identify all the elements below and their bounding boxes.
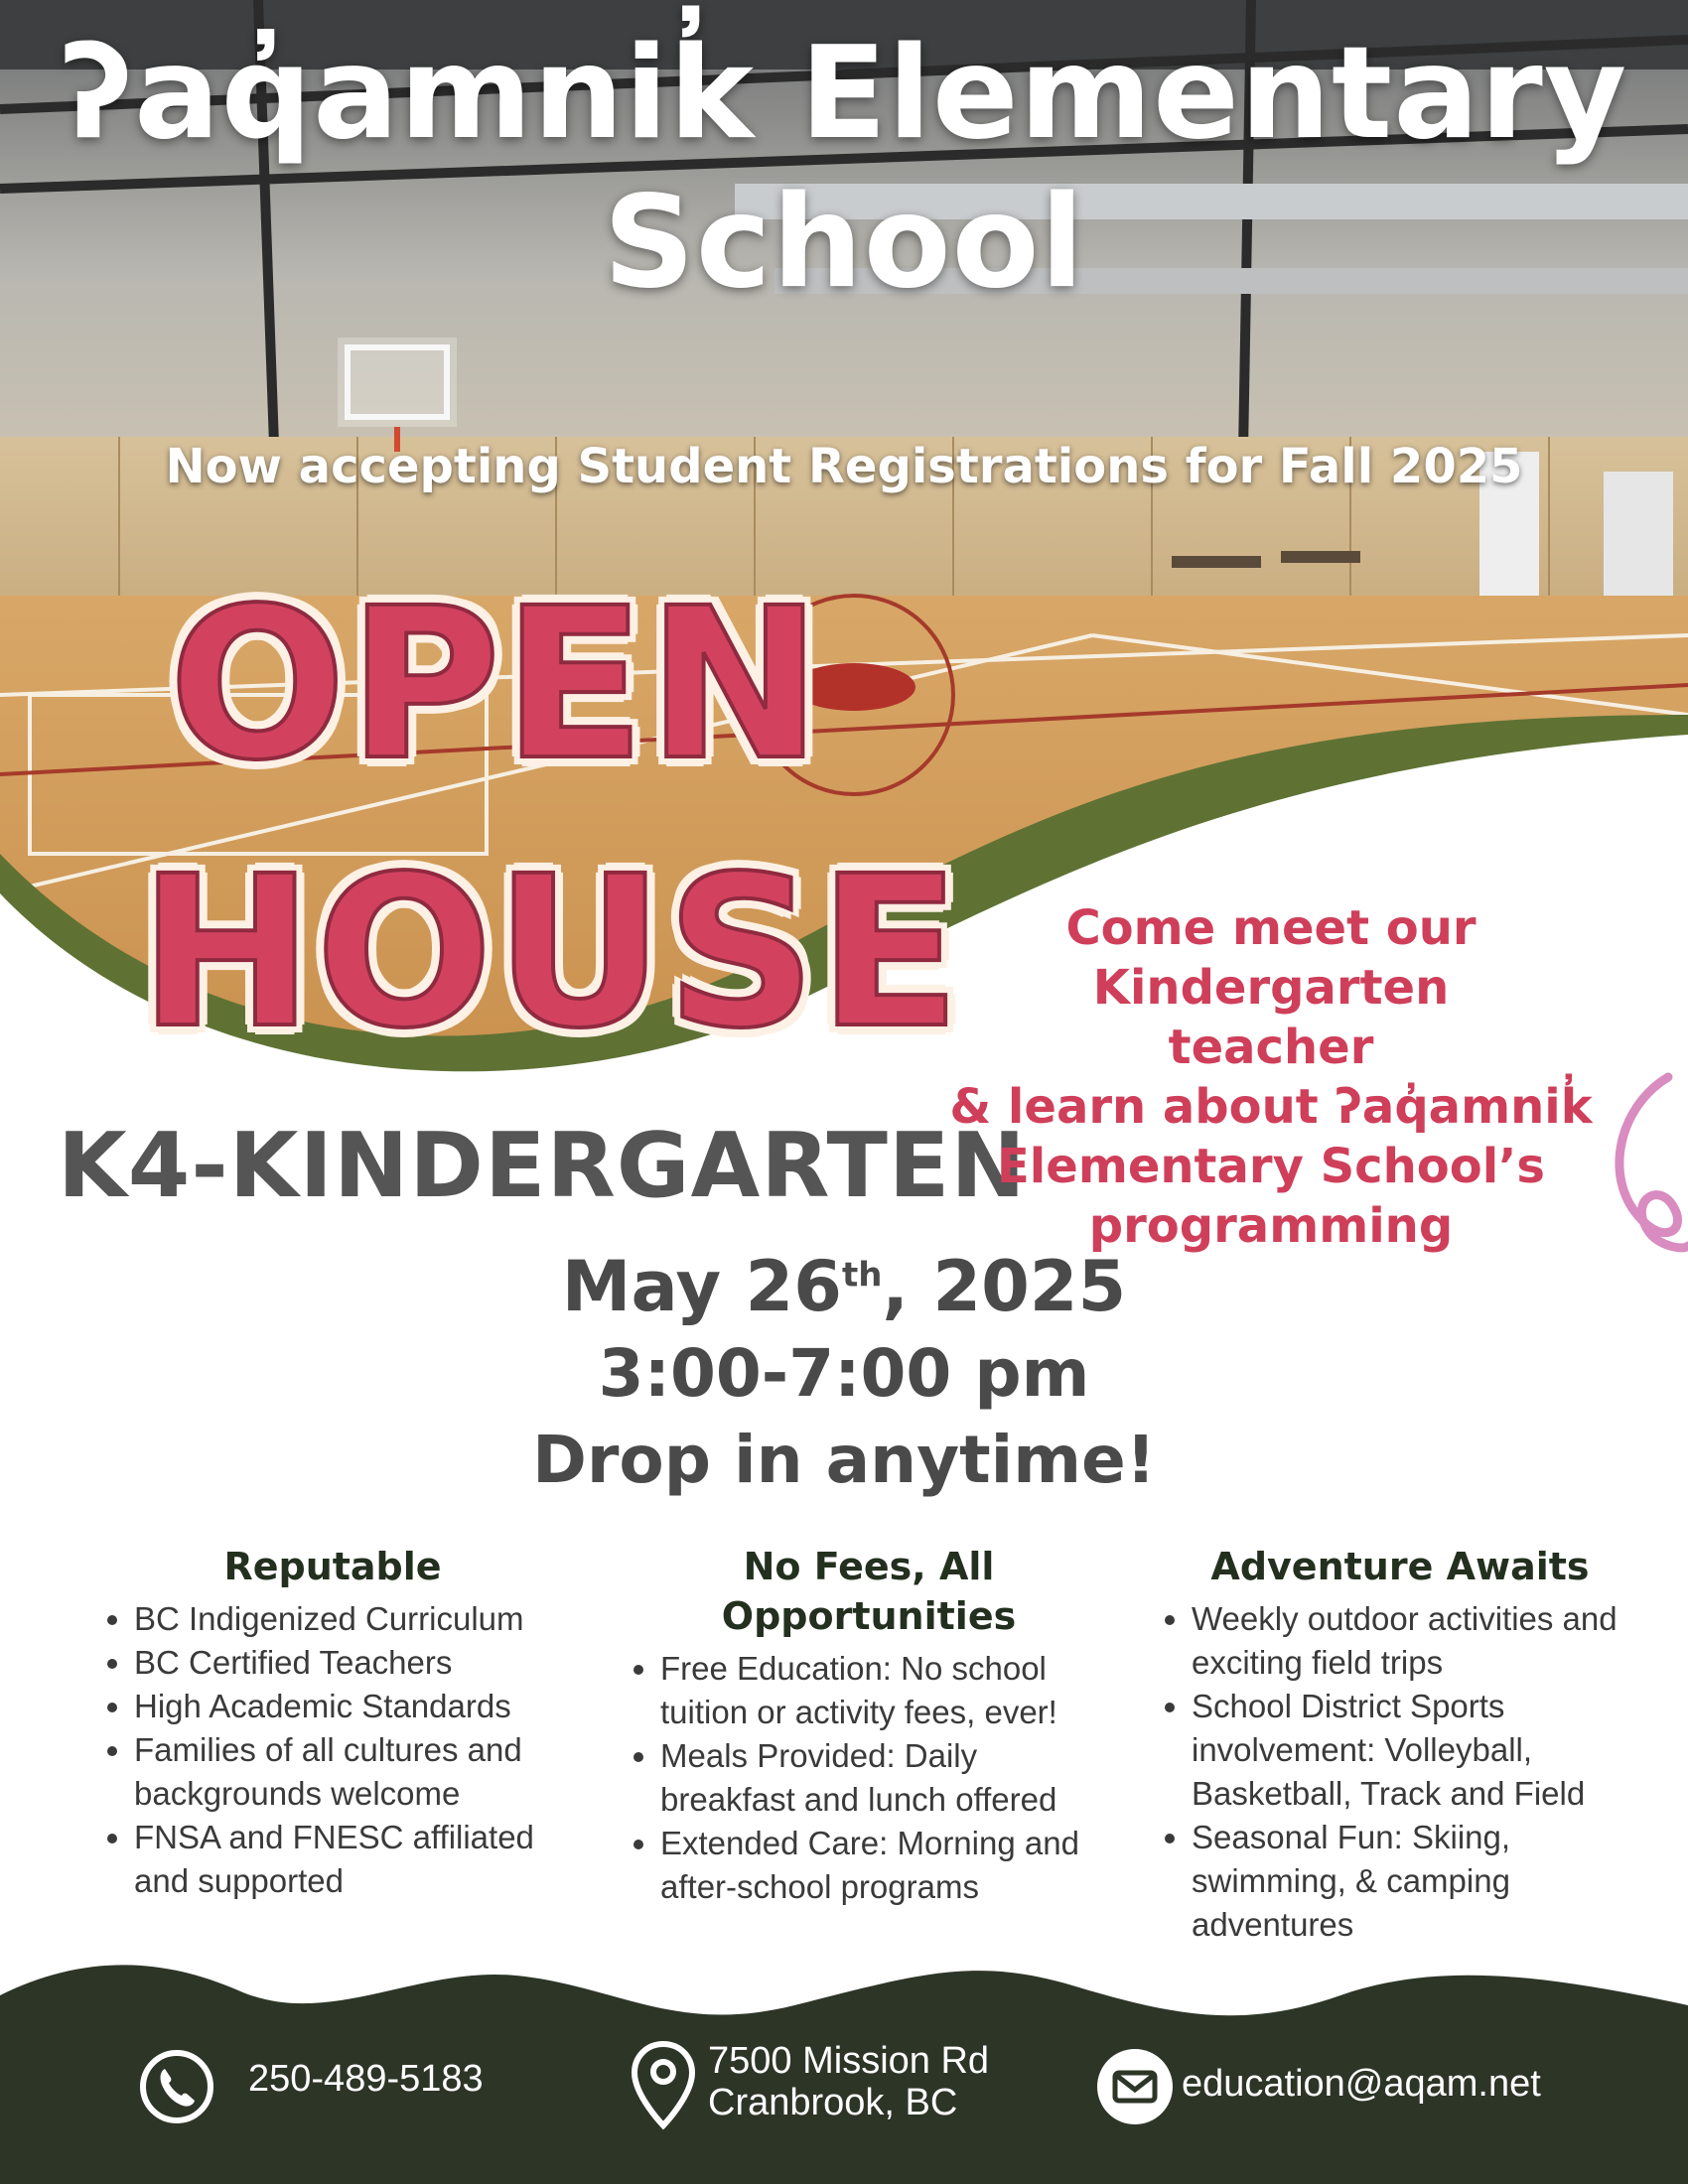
- list-item: • BC Indigenized Curriculum: [134, 1597, 571, 1641]
- location-pin-icon: [629, 2038, 698, 2131]
- list-item: • Free Education: No school tuition or activity fees, ever!: [660, 1647, 1117, 1734]
- invite-text: [884, 898, 1658, 1256]
- list-item: • Weekly outdoor activities and exciting field trips: [1192, 1597, 1648, 1685]
- decorative-swirl-icon: [1599, 1067, 1688, 1256]
- feature-list: [94, 1597, 571, 1903]
- event-date-suffix: th: [841, 1255, 883, 1296]
- school-name-title: ʔaq̓amnik̓ Elementary School: [60, 20, 1628, 317]
- list-item: • Extended Care: Morning and after-school programs: [660, 1822, 1117, 1909]
- list-item: • FNSA and FNESC affiliated and supported: [134, 1816, 571, 1903]
- event-date: [0, 1246, 1688, 1327]
- column-title: Adventure Awaits: [1210, 1545, 1590, 1588]
- open-headline: OPEN: [169, 563, 824, 806]
- address-line: Cranbrook, BC: [708, 2082, 958, 2123]
- list-item: • High Academic Standards: [134, 1685, 571, 1728]
- column-title: Reputable: [223, 1545, 442, 1588]
- grade-range-label: K4-KINDERGARTEN: [58, 1114, 1027, 1218]
- list-item: • Families of all cultures and backgrounds welcome: [134, 1728, 571, 1816]
- address: [708, 2040, 989, 2123]
- list-item: • Seasonal Fun: Skiing, swimming, & camping adventures: [1192, 1816, 1648, 1947]
- no-fees-column: [621, 1542, 1117, 1909]
- phone-icon: [137, 2047, 216, 2126]
- mail-icon: [1095, 2047, 1175, 2126]
- list-item: • Meals Provided: Daily breakfast and lunch offered: [660, 1734, 1117, 1822]
- feature-list: [1152, 1597, 1648, 1947]
- event-date-main: May 26: [561, 1246, 842, 1327]
- invite-line: programming: [1088, 1198, 1454, 1254]
- invite-line: teacher: [1168, 1020, 1374, 1075]
- feature-list: [621, 1647, 1117, 1909]
- column-title: No Fees, All Opportunities: [721, 1545, 1017, 1638]
- event-date-year: , 2025: [882, 1246, 1127, 1327]
- invite-line: & learn about ʔaq̓amnik̓: [949, 1079, 1593, 1135]
- email-address: education@aqam.net: [1182, 2063, 1541, 2105]
- registration-subtitle: Now accepting Student Registrations for Fall 2025: [165, 439, 1523, 494]
- address-line: 7500 Mission Rd: [708, 2040, 990, 2082]
- house-headline: HOUSE: [139, 831, 963, 1074]
- drop-in-note: Drop in anytime!: [532, 1422, 1156, 1498]
- invite-line: Elementary School’s: [997, 1139, 1545, 1194]
- list-item: • School District Sports involvement: Volleyball, Basketball, Track and Field: [1192, 1685, 1648, 1816]
- invite-line: Come meet our Kindergarten: [1065, 900, 1477, 1016]
- adventure-column: [1152, 1542, 1648, 1947]
- list-item: • BC Certified Teachers: [134, 1641, 571, 1685]
- phone-number: 250-489-5183: [248, 2058, 484, 2100]
- event-time: 3:00-7:00 pm: [598, 1335, 1090, 1412]
- reputable-column: [94, 1542, 571, 1903]
